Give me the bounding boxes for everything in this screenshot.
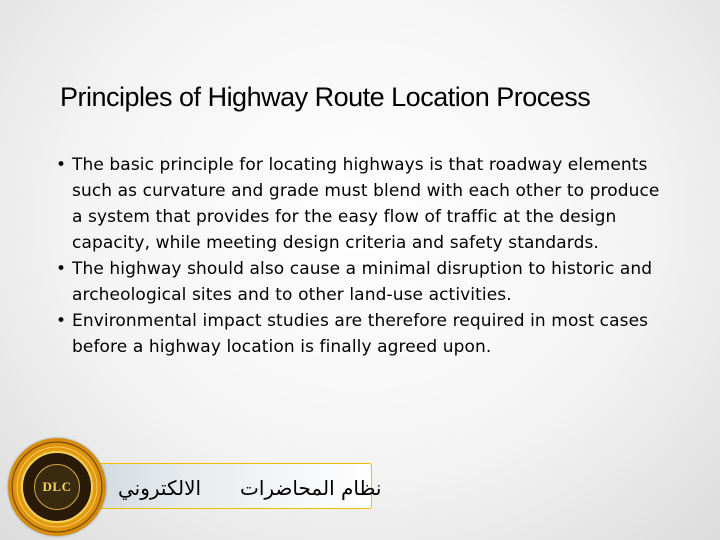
logo-ring <box>21 451 93 523</box>
logo-inner <box>34 464 80 510</box>
bullet-marker: • <box>56 155 67 175</box>
bullet-item <box>56 308 666 360</box>
logo-letters: DLC <box>42 479 72 494</box>
bullet-item <box>56 256 666 308</box>
footer-text-electronic: الالكتروني <box>118 476 202 500</box>
institution-logo-icon <box>8 438 106 536</box>
bullet-marker: • <box>56 311 67 331</box>
bullet-list <box>56 152 666 360</box>
slide-title: Principles of Highway Route Location Process <box>60 82 591 112</box>
footer-text-lecture-system: نظام المحاضرات <box>240 476 382 500</box>
bullet-text: The highway should also cause a minimal disruption to historic and archeological sites and to other land-use activities. <box>72 259 653 305</box>
bullet-text: Environmental impact studies are therefore required in most cases before a highway location is finally agreed upon. <box>72 311 649 357</box>
bullet-item <box>56 152 666 256</box>
bullet-marker: • <box>56 259 67 279</box>
bullet-text: The basic principle for locating highways is that roadway elements such as curvature and grade must blend with each other to produce a system that provides for the easy flow of traffic at the design capacity, while meeting design criteria and safety standards. <box>72 155 660 253</box>
